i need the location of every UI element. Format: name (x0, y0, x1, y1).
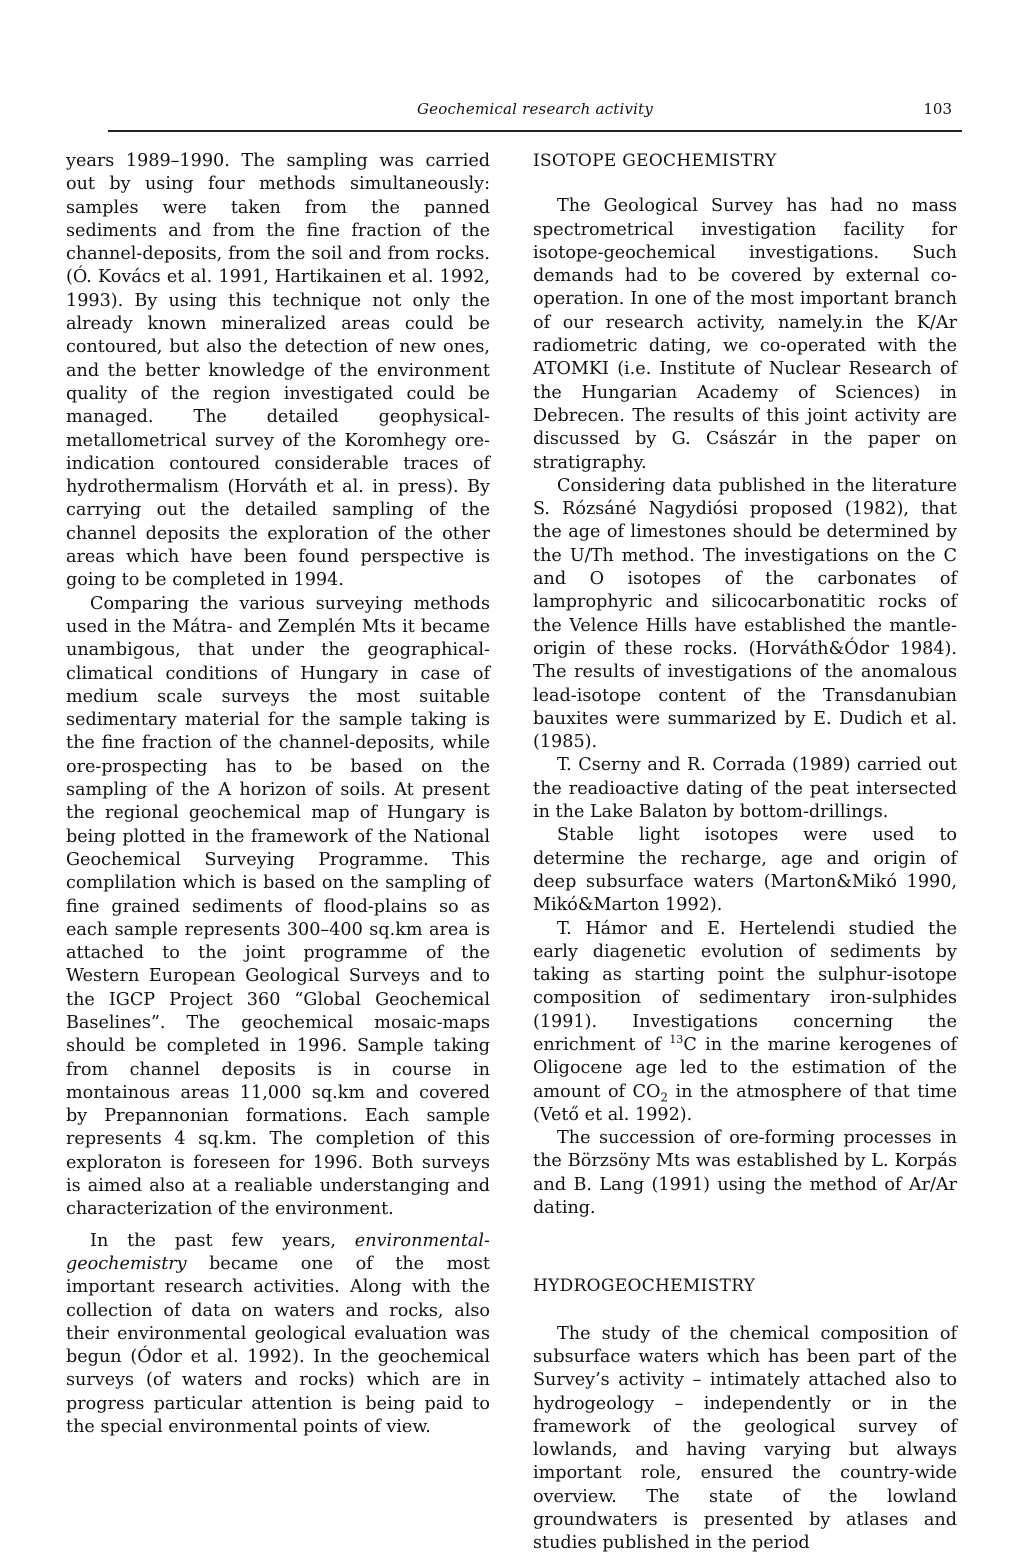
paragraph-sampling: years 1989–1990. The sampling was carried out by using four methods simultaneously: samples were taken from the panned sediments and from the fine fraction of the channel-deposits, from the soil and from rocks. (Ó. Kovács et al. 1991, Hartikainen et al. 1992, 1993). By using this technique not only the already known mineralized areas could be contoured, but also the detection of new ones, and the better knowledge of the environment quality of the region investigated could be managed. The detailed geophysical-metallometrical survey of the Koromhegy ore-indication contoured considerable traces of hydrothermalism (Horváth et al. in press). By carrying out the detailed sampling of the channel deposits the exploration of the other areas which have been found perspective is going to be completed in 1994. (66, 151, 490, 591)
running-title: Geochemical research activity (416, 100, 654, 118)
section-heading-isotope: ISOTOPE GEOCHEMISTRY (533, 151, 777, 171)
paragraph-peat-dating: T. Cserny and R. Corrada (1989) carried out the readioactive dating of the peat intersected in the Lake Balaton by bottom-drillings. (533, 755, 957, 823)
right-column (533, 150, 957, 1556)
text-segment: In the past few years, (90, 1230, 355, 1251)
paragraph-limestone-age: Considering data published in the literature S. Rózsáné Nagydiósi proposed (1982), that the age of limestones should be determined by the U/Th method. The investigations on the C and O isotopes of the carbonates of lamprophyric and silicocarbonatitic rocks of the Velence Hills have established the mantle-origin of these rocks. (Horváth&Ódor 1984). The results of investigations of the anomalous lead-isotope content of the Transdanubian bauxites were summarized by E. Dudich et al. (1985). (533, 475, 957, 753)
paragraph-subsurface-waters: The study of the chemical composition of subsurface waters which has been part of the Survey’s activity – intimately attached also to hydrogeology – independently or in the framework of the geological survey of lowlands, and having varying but always important role, ensured the country-wide overview. The state of the lowland groundwaters is presented by atlases and studies published in the period (533, 1323, 957, 1554)
left-column (66, 150, 490, 1439)
paragraph-mass-spectrometry: The Geological Survey has had no mass spectrometrical investigation facility for isotope-geochemical investigations. Such demands had to be covered by external co-operation. In one of the most important branch of our research activity, namely.in the K/Ar radiometric dating, we co-operated with the ATOMKI (i.e. Institute of Nuclear Research of the Hungarian Academy of Sciences) in Debrecen. The results of this joint activity are discussed by G. Császár in the paper on stratigraphy. (533, 196, 957, 473)
paragraph-environmental-geochemistry (66, 1230, 490, 1440)
section-heading-hydro: HYDROGEOCHEMISTRY (533, 1276, 756, 1297)
italic-term: environmental-geochemistry (66, 1230, 490, 1274)
paragraph-ore-forming: The succession of ore-forming processes in the Börzsöny Mts was established by L. Korpás and B. Lang (1991) using the method of Ar/Ar dating. (533, 1128, 957, 1219)
text-segment: in the atmosphere of that time (Vető et al. 1992). (533, 1081, 957, 1125)
page-number: 103 (923, 100, 952, 118)
paragraph-light-isotopes: Stable light isotopes were used to determine the recharge, age and origin of deep subsurface waters (Marton&Mikó 1990, Mikó&Marton 1992). (533, 825, 957, 916)
superscript: 13 (669, 1033, 684, 1047)
text-segment: C in the marine kerogenes of Oligocene age led to the estimation of the amount of CO (533, 1034, 957, 1102)
paragraph-sulphur-isotopes (533, 918, 957, 1128)
header-rule (108, 130, 962, 132)
text-segment: became one of the most important research activities. Along with the collection of data on waters and rocks, also their environmental geological evaluation was begun (Ódor et al. 1992). In the geochemical surveys (of waters and rocks) which are in progress particular attention is being paid to the special environmental points of view. (66, 1253, 490, 1438)
text-segment: T. Hámor and E. Hertelendi studied the early diagenetic evolution of sediments by taking as starting point the sulphur-isotope composition of sedimentary iron-sulphides (1991). Investigations concerning the enrichment of (533, 918, 957, 1055)
page-header (108, 100, 962, 128)
paragraph-surveying-methods: Comparing the various surveying methods used in the Mátra- and Zemplén Mts it became unambigous, that under the geographical-climatical conditions of Hungary in case of medium scale surveys the most suitable sedimentary material for the sample taking is the fine fraction of the channel-deposits, while ore-prospecting has to be based on the sampling of the A horizon of soils. At present the regional geochemical map of Hungary is being plotted in the framework of the National Geochemical Surveying Programme. This complilation which is based on the sampling of fine grained sediments of flood-plains so as each sample represents 300–400 sq.km area is attached to the joint programme of the Western European Geological Surveys and to the IGCP Project 360 “Global Geochemical Baselines”. The geochemical mosaic-maps should be completed in 1996. Sample taking from channel deposits is in course in montainous areas 11,000 sq.km and covered by Prepannonian formations. Each sample represents 4 sq.km. The completion of this exploraton is foreseen for 1996. Both surveys is aimed also at a realiable understanging and characterization of the environment. (66, 593, 490, 1220)
subscript: 2 (660, 1090, 669, 1105)
